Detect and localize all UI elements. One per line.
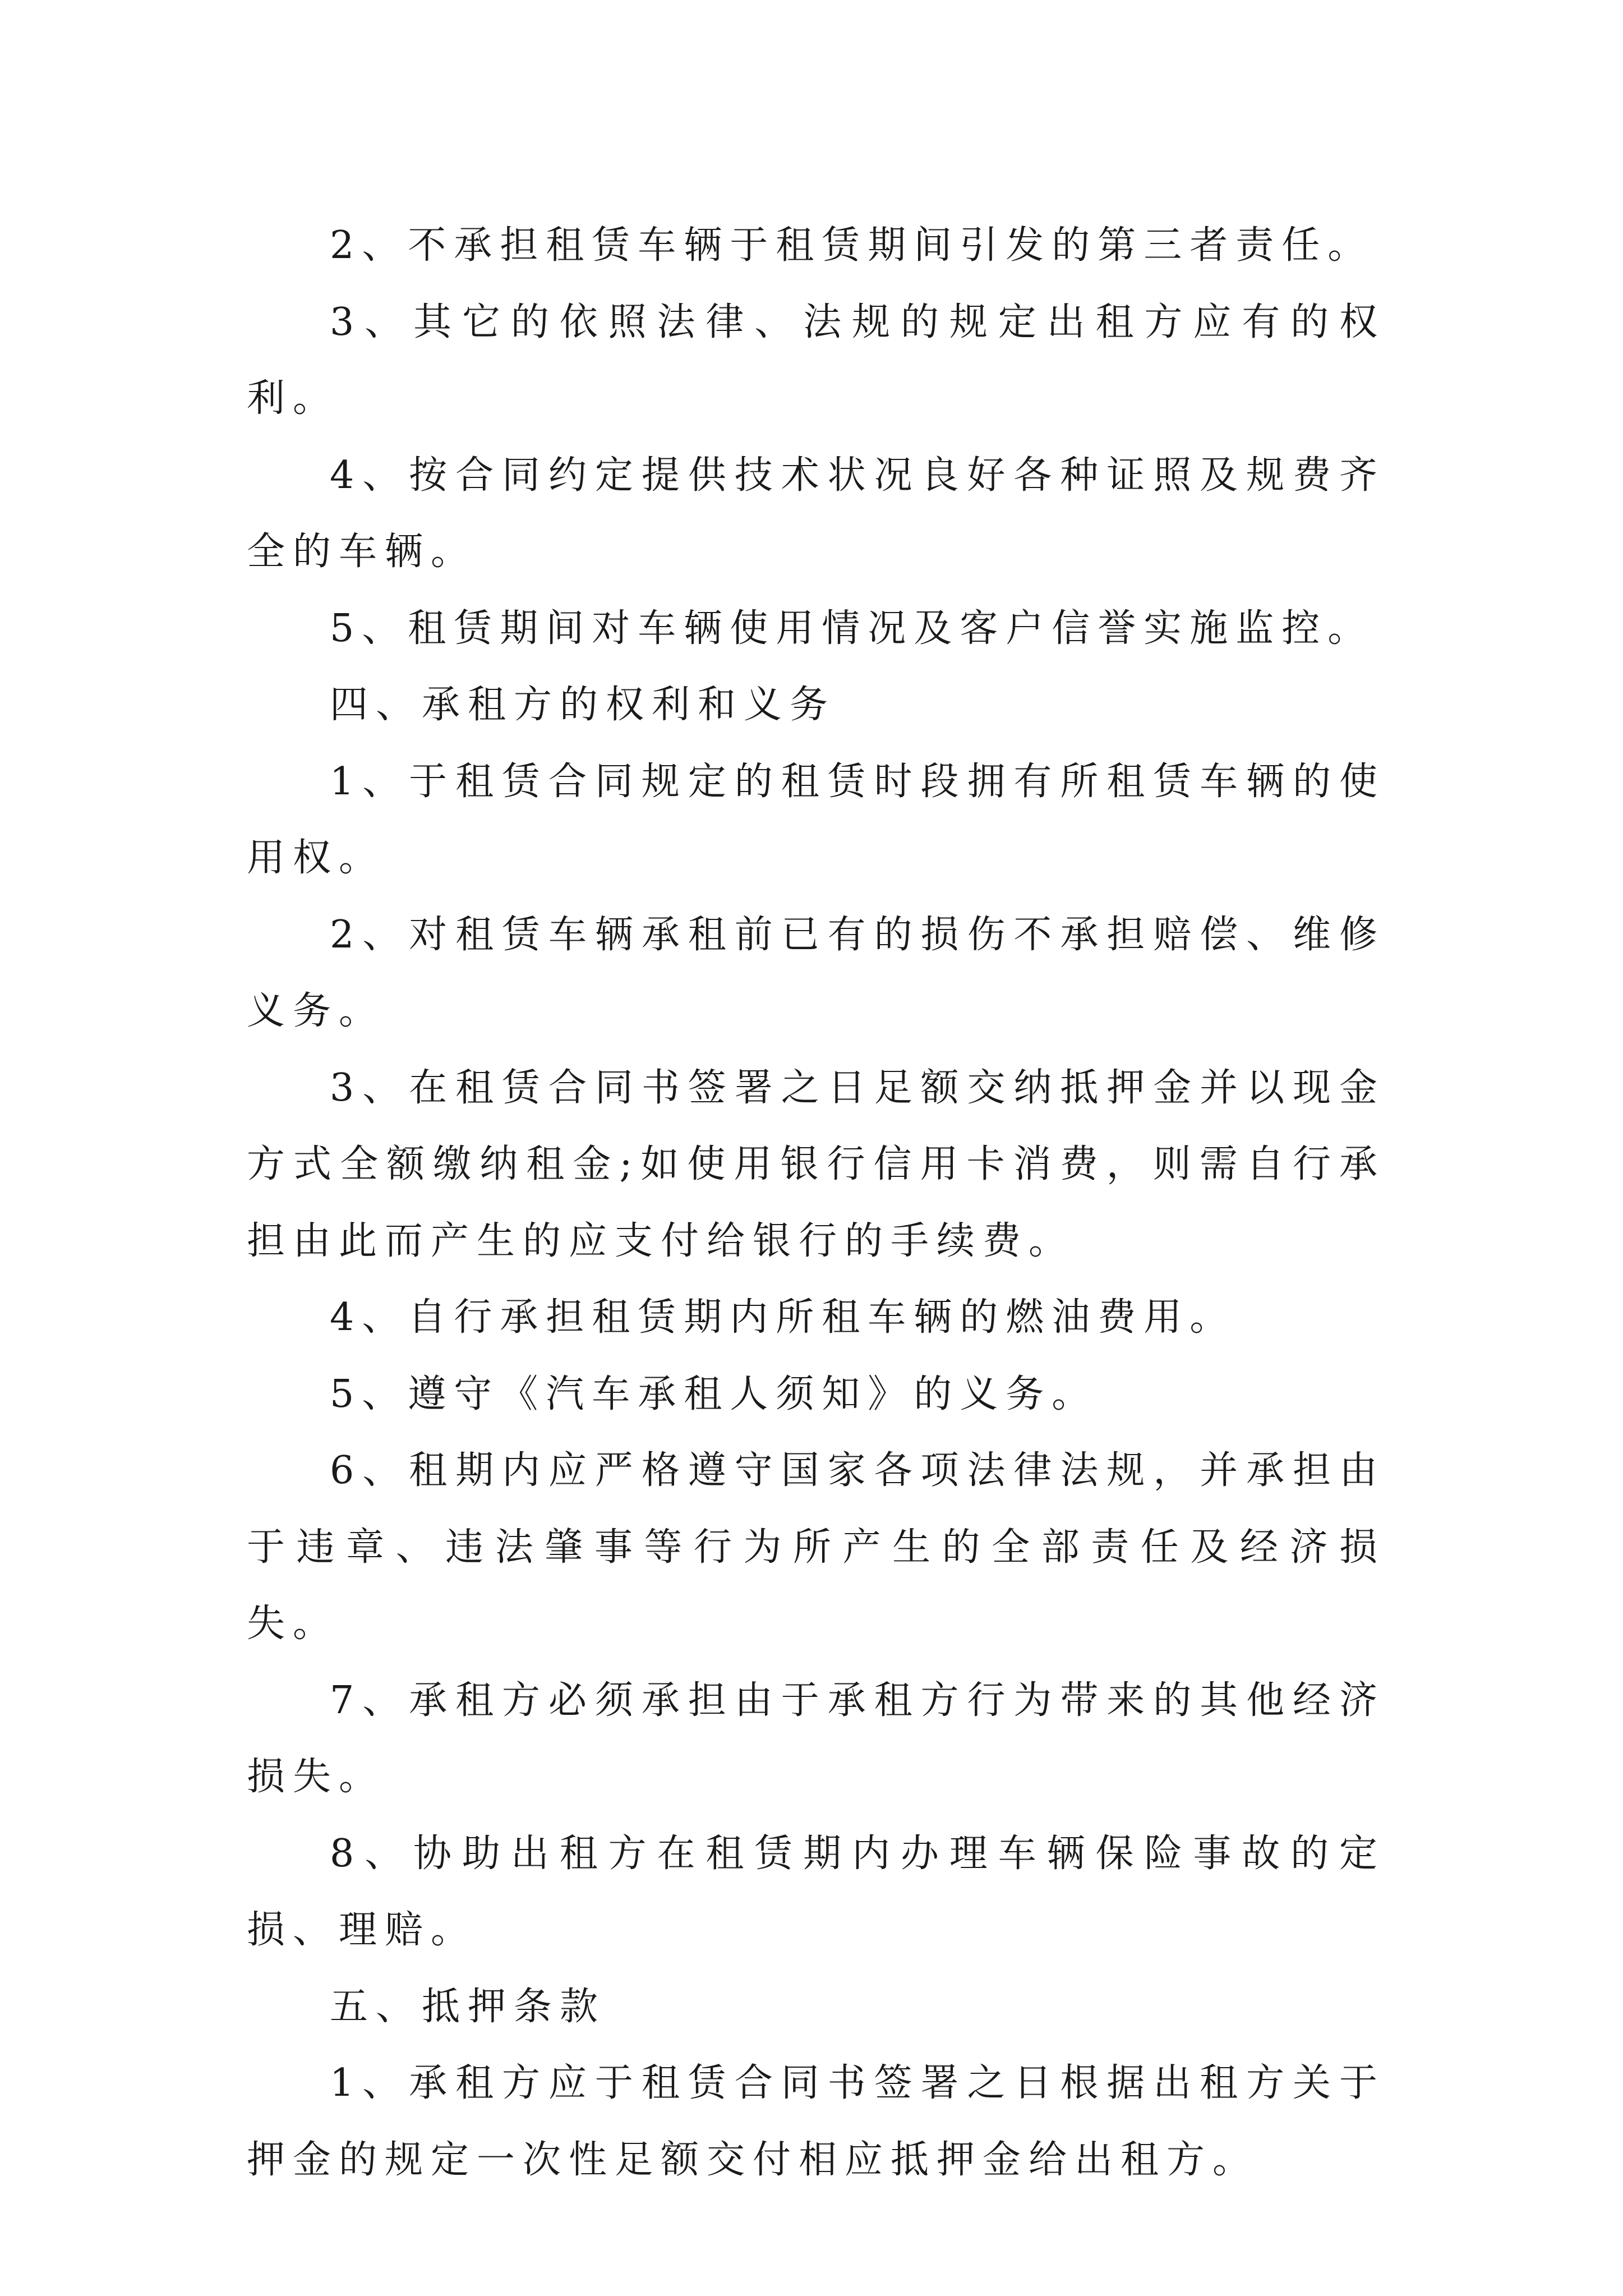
paragraph-lessee-fuel-cost: 4、自行承担租赁期内所租车辆的燃油费用。 [330, 1295, 1236, 1340]
paragraph-lessee-usage-right: 1、于租赁合同规定的租赁时段拥有所租赁车辆的使用权。 [247, 759, 1385, 880]
paragraph-lessor-no-third-party-liability: 2、不承担租赁车辆于租赁期间引发的第三者责任。 [330, 223, 1374, 268]
paragraph-lessee-insurance-claims: 8、协助出租方在租赁期内办理车辆保险事故的定损、理赔。 [247, 1831, 1385, 1952]
paragraph-lessee-notice: 5、遵守《汽车承租人须知》的义务。 [330, 1372, 1098, 1416]
paragraph-lessor-monitoring: 5、租赁期间对车辆使用情况及客户信誉实施监控。 [330, 606, 1374, 651]
section-heading-lessee-rights: 四、承租方的权利和义务 [330, 683, 836, 727]
paragraph-lessor-other-rights: 3、其它的依照法律、法规的规定出租方应有的权利。 [247, 300, 1385, 421]
paragraph-lessee-prior-damage: 2、对租赁车辆承租前已有的损伤不承担赔偿、维修义务。 [247, 912, 1385, 1033]
paragraph-lessee-obey-law: 6、租期内应严格遵守国家各项法律法规，并承担由于违章、违法肇事等行为所产生的全部责任及经济损失。 [247, 1448, 1385, 1646]
document-body [247, 208, 1385, 2198]
paragraph-lessee-other-losses: 7、承租方必须承担由于承租方行为带来的其他经济损失。 [247, 1678, 1385, 1799]
paragraph-deposit-payment: 1、承租方应于租赁合同书签署之日根据出租方关于押金的规定一次性足额交付相应抵押金给出租方。 [247, 2061, 1385, 2182]
paragraph-lessee-deposit-payment: 3、在租赁合同书签署之日足额交纳抵押金并以现金方式全额缴纳租金;如使用银行信用卡消费，则需自行承担由此而产生的应支付给银行的手续费。 [247, 1065, 1385, 1263]
section-heading-deposit-terms: 五、抵押条款 [330, 1984, 606, 2029]
paragraph-lessor-provide-vehicle: 4、按合同约定提供技术状况良好各种证照及规费齐全的车辆。 [247, 453, 1385, 574]
